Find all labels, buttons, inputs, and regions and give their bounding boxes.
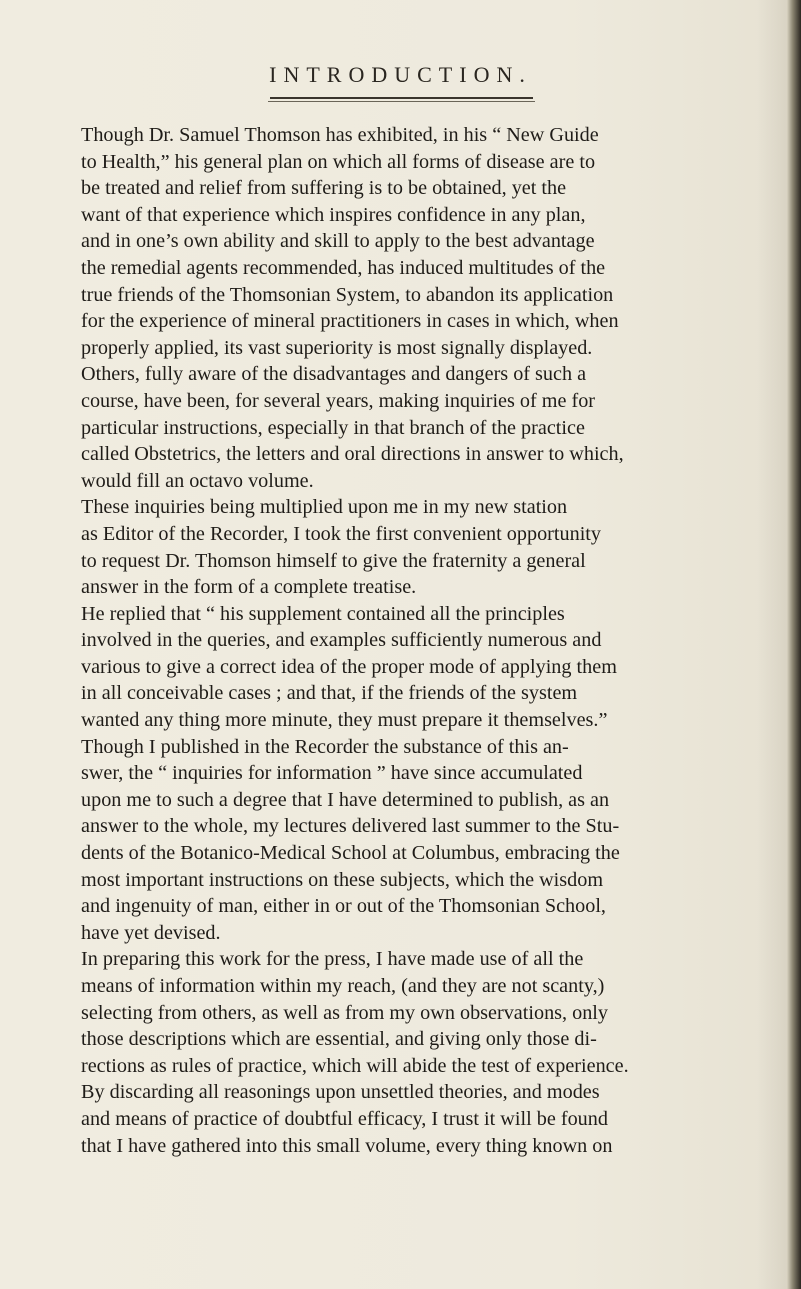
text-line: most important instructions on these subjects, which the wisdom <box>81 868 604 891</box>
text-line: wanted any thing more minute, they must prepare it themselves.” <box>81 709 608 732</box>
text-line: Others, fully aware of the disadvantages and dangers of such a <box>81 363 587 386</box>
text-line: particular instructions, especially in that branch of the practice <box>81 416 585 439</box>
text-line: and means of practice of doubtful efficacy, I trust it will be found <box>81 1107 608 1130</box>
text-line: to request Dr. Thomson himself to give the fraternity a general <box>81 549 586 572</box>
text-line: in all conceivable cases ; and that, if the friends of the system <box>81 682 578 705</box>
text-line: called Obstetrics, the letters and oral directions in answer to which, <box>81 443 624 466</box>
text-line: that I have gathered into this small volume, every thing known on <box>81 1134 613 1157</box>
text-line: various to give a correct idea of the proper mode of applying them <box>81 655 617 678</box>
heading-rule <box>270 97 533 99</box>
page-shadow <box>757 0 787 1289</box>
text-line: upon me to such a degree that I have determined to publish, as an <box>81 788 610 811</box>
text-line: involved in the queries, and examples sufficiently numerous and <box>81 629 602 652</box>
text-line: have yet devised. <box>81 921 221 944</box>
text-line: those descriptions which are essential, and giving only those di- <box>81 1028 597 1051</box>
text-line: Though I published in the Recorder the substance of this an- <box>81 735 569 758</box>
text-line: and in one’s own ability and skill to apply to the best advantage <box>81 230 595 253</box>
text-line: be treated and relief from suffering is to be obtained, yet the <box>81 177 567 200</box>
text-line: answer to the whole, my lectures delivered last summer to the Stu- <box>81 815 620 838</box>
text-line: dents of the Botanico-Medical School at Columbus, embracing the <box>81 842 620 865</box>
text-line: These inquiries being multiplied upon me in my new station <box>81 496 568 519</box>
page-edge <box>787 0 801 1289</box>
text-line: answer in the form of a complete treatise. <box>81 576 417 599</box>
text-line: In preparing this work for the press, I have made use of all the <box>81 948 584 971</box>
text-line: properly applied, its vast superiority is most signally displayed. <box>81 336 593 359</box>
text-line: swer, the “ inquiries for information ” have since accumulated <box>81 762 583 785</box>
heading-rule-thin <box>268 101 535 102</box>
text-line: to Health,” his general plan on which all forms of disease are to <box>81 150 596 173</box>
text-line: means of information within my reach, (and they are not scanty,) <box>81 975 605 997</box>
chapter-heading: INTRODUCTION. <box>269 62 532 87</box>
text-line: course, have been, for several years, making inquiries of me for <box>81 389 596 412</box>
text-line: He replied that “ his supplement contained all the principles <box>81 602 565 625</box>
body-text <box>81 122 729 1159</box>
text-line: as Editor of the Recorder, I took the first convenient opportunity <box>81 522 602 545</box>
text-line: want of that experience which inspires confidence in any plan, <box>81 203 586 226</box>
text-line: rections as rules of practice, which will abide the test of experience. <box>81 1054 629 1077</box>
text-line: for the experience of mineral practitioners in cases in which, when <box>81 310 619 333</box>
text-line: selecting from others, as well as from my own observations, only <box>81 1001 609 1024</box>
text-line: would fill an octavo volume. <box>81 469 314 492</box>
text-line: the remedial agents recommended, has induced multitudes of the <box>81 256 606 279</box>
text-line: Though Dr. Samuel Thomson has exhibited, in his “ New Guide <box>81 124 599 146</box>
text-line: By discarding all reasonings upon unsettled theories, and modes <box>81 1081 600 1104</box>
text-line: and ingenuity of man, either in or out of the Thomsonian School, <box>81 895 606 918</box>
text-line: true friends of the Thomsonian System, to abandon its application <box>81 283 614 306</box>
